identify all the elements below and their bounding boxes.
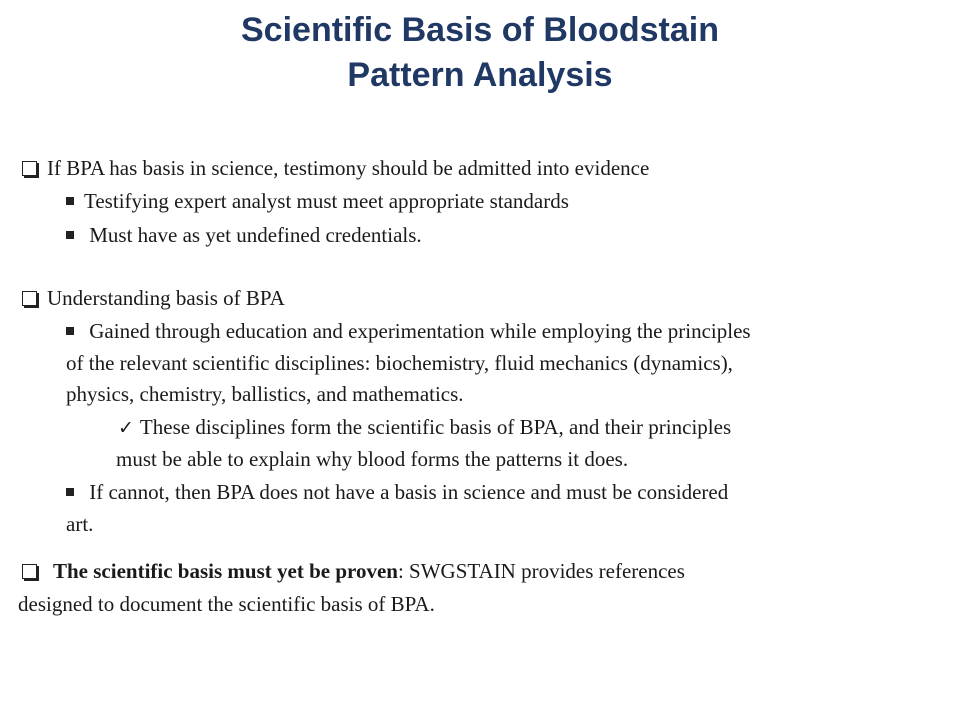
bold-statement: The scientific basis must yet be proven [53,559,398,583]
checkbox-bullet-icon [22,291,37,306]
bullet-point-2 [22,283,285,313]
sub-bullet-1b [66,220,422,250]
checkbox-bullet-icon [22,161,37,176]
sub-bullet-2b-line-1 [66,477,728,507]
checkbox-bullet-icon [22,564,37,579]
square-bullet-icon [66,488,74,496]
bullet-point-1 [22,153,649,183]
slide-title [0,8,960,98]
sub-bullet-text: Gained through education and experimentation while employing the principles [84,319,751,343]
bullet-point-3-line-2: designed to document the scientific basis of BPA. [18,592,435,616]
bullet-point-3 [22,556,685,586]
bullet-text: If BPA has basis in science, testimony should be admitted into evidence [47,156,650,180]
sub-bullet-text: Testifying expert analyst must meet appropriate standards [84,189,569,213]
bullet-text: : SWGSTAIN provides references [397,559,685,583]
bullet-text: Understanding basis of BPA [47,286,285,310]
checkmark-icon: ✓ [118,417,134,439]
title-line-1: Scientific Basis of Bloodstain [241,11,719,49]
check-bullet-text: These disciplines form the scientific basis of BPA, and their principles [139,415,732,439]
check-bullet-line-2: must be able to explain why blood forms the patterns it does. [116,447,629,471]
sub-bullet-text: Must have as yet undefined credentials. [84,223,422,247]
sub-bullet-2a-line-2: of the relevant scientific disciplines: biochemistry, fluid mechanics (dynamics), [66,351,733,375]
sub-bullet-2b-line-2: art. [66,512,94,536]
title-line-2: Pattern Analysis [347,56,613,94]
sub-bullet-1a [66,186,569,216]
square-bullet-icon [66,231,74,239]
sub-bullet-text: If cannot, then BPA does not have a basis in science and must be considered [84,480,729,504]
square-bullet-icon [66,197,74,205]
sub-bullet-2a-line-1 [66,316,751,346]
square-bullet-icon [66,327,74,335]
sub-bullet-2a-line-3: physics, chemistry, ballistics, and mathematics. [66,382,464,406]
check-bullet-line-1 [118,412,731,443]
